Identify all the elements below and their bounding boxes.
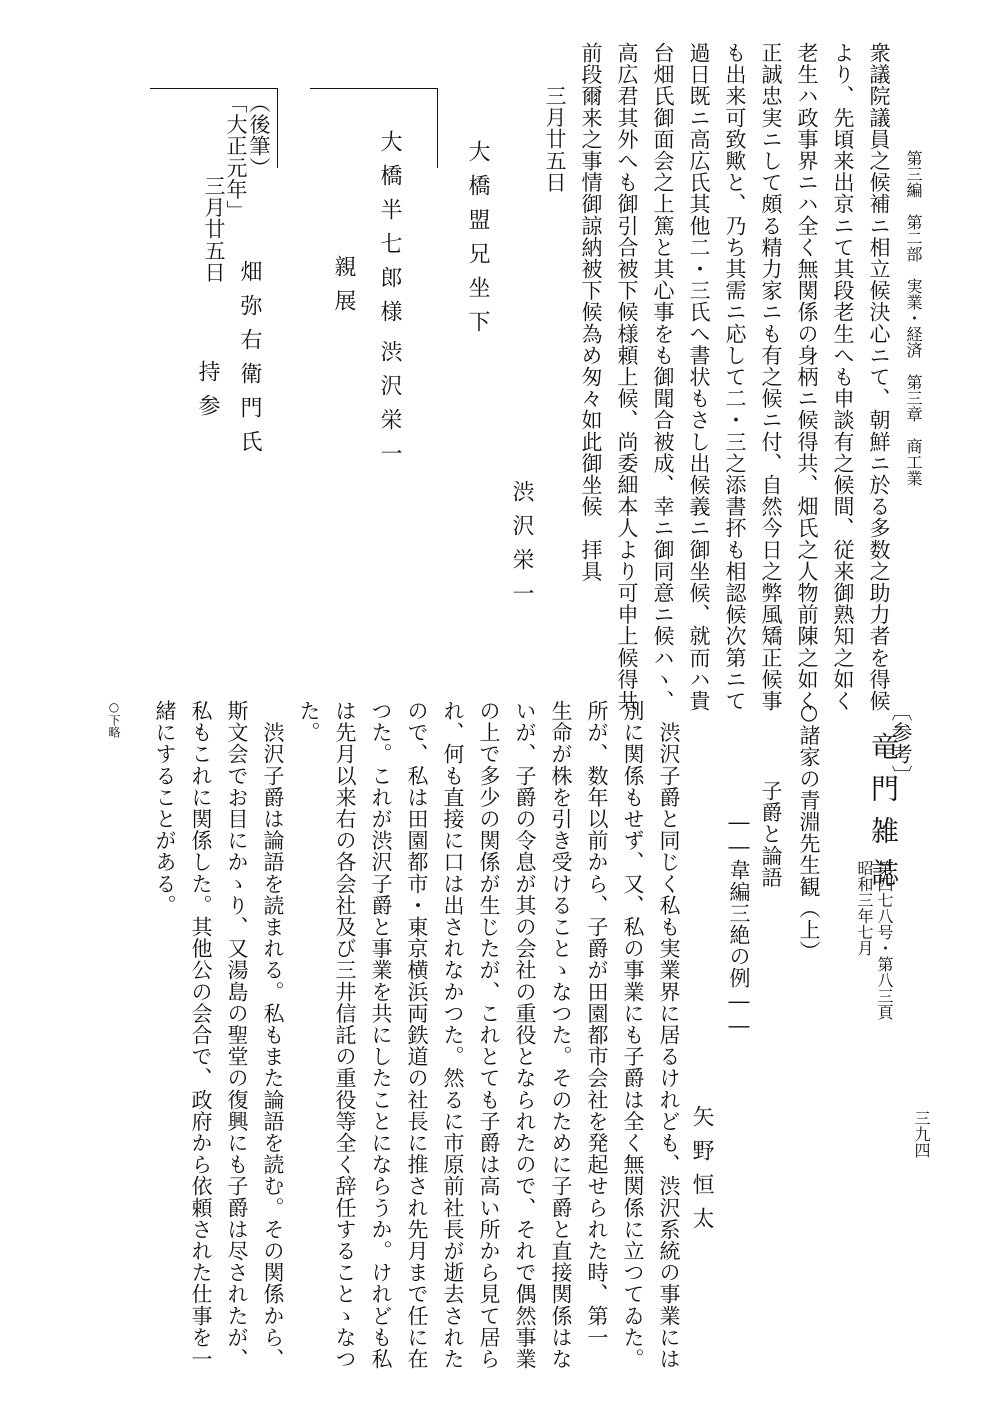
- letter-recipient: 大橋盟兄坐下: [465, 140, 490, 344]
- letter-sender: 渋沢栄一: [509, 480, 534, 616]
- postscript-note: 持参: [195, 360, 220, 428]
- body-line: 生命が株を引き受けることゝなつた。そのために子爵と直接関係はな: [549, 700, 573, 1370]
- reference-issue: 第四七八号・第八三頁: [875, 860, 894, 1020]
- page-number: 三九四: [912, 1110, 931, 1158]
- postscript-date: 三月廿五日: [202, 175, 226, 283]
- postscript-year: 「大正元年」: [224, 92, 248, 222]
- body-line: 所が、数年以前から、子爵が田園都市会社を発起せられた時、第一: [585, 700, 609, 1348]
- letter-line: 台畑氏御面会之上篤と其心事をも御聞合被成、幸ニ御同意ニ候ハヽ、: [651, 42, 675, 712]
- letter-line: 高広君其外へも御引合被下候様頼上候、尚委細本人より可申上候得共: [615, 42, 639, 712]
- envelope-rule-top: [310, 88, 438, 89]
- postscript-rule-top: [150, 88, 278, 89]
- reference-label: 〔参考〕: [889, 700, 913, 787]
- letter-line: 過日既ニ高広氏其他二・三氏へ書状もさし出候義ニ御坐候、就而ハ貴: [687, 42, 711, 712]
- reference-magazine: 竜門雑誌: [867, 732, 900, 900]
- letter-line: 前段爾来之事情御諒納被下候為め匆々如此御坐候 拝具: [579, 42, 603, 582]
- envelope-sender: 渋沢栄一: [377, 340, 402, 476]
- article-title: 子爵と論語: [759, 780, 783, 888]
- letter-line: も出来可致歟と、乃ち其需ニ応して二・三之添書抔も相認候次第ニて: [723, 42, 747, 712]
- body-line: 緒にすることがある。: [153, 700, 177, 916]
- letter-line: 衆議院議員之候補ニ相立候決心ニて、朝鮮ニ於る多数之助力者を得候: [867, 42, 891, 712]
- body-line: 斯文会でお目にかゝり、又湯島の聖堂の復興にも子爵は尽されたが、: [225, 700, 249, 1370]
- body-line: 別に関係もせず、又、私の事業にも子爵は全く無関係に立つてゐた。: [621, 700, 645, 1370]
- body-line: た。: [297, 700, 321, 744]
- article-subtitle: ――韋編三絶の例――: [727, 810, 751, 1038]
- article-author: 矢野恒太: [689, 1105, 714, 1241]
- section-title: ○諸家の青淵先生観（上）: [797, 700, 821, 963]
- letter-line: 老生ハ政事界ニハ全く無関係の身柄ニ候得共、畑氏之人物前陳之如く: [795, 42, 819, 712]
- body-line: いが、子爵の令息が其の会社の重役となられたので、それで偶然事業: [513, 700, 537, 1370]
- envelope-addressee: 大橋半七郎様: [377, 130, 402, 334]
- body-line: の上で多少の関係が生じたが、これとても子爵は高い所から見て居ら: [477, 700, 501, 1370]
- body-line: は先月以来右の各会社及び三井信託の重役等全く辞任することゝなつ: [333, 700, 357, 1370]
- letter-date: 三月廿五日: [543, 85, 567, 193]
- letter-line: より、先頃来出京ニて其段老生へも申談有之候間、従来御熟知之如く: [831, 42, 855, 712]
- body-line: 渋沢子爵は論語を読まれる。私もまた論語を読む。その関係から、: [261, 700, 285, 1370]
- body-line: 渋沢子爵と同じく私も実業界に居るけれども、渋沢系統の事業には: [657, 700, 681, 1370]
- body-line: つた。これが渋沢子爵と事業を共にしたことにならうか。けれども私: [369, 700, 393, 1370]
- body-line: 私もこれに関係した。其他公の会合で、政府から依頼された仕事を一: [189, 700, 213, 1370]
- postscript-rule-side: [277, 88, 278, 168]
- postscript-label: （後筆）: [247, 92, 271, 179]
- letter-line: 正誠忠実ニして頗る精力家ニも有之候ニ付、自然今日之弊風矯正候事: [759, 42, 783, 712]
- footnote: ○下略: [107, 700, 121, 738]
- body-line: れ、何も直接に口は出されなかつた。然るに市原前社長が逝去された: [441, 700, 465, 1370]
- envelope-rule-side: [437, 88, 438, 168]
- postscript-person: 畑弥右衛門氏: [237, 260, 262, 464]
- envelope-note: 親展: [331, 255, 356, 323]
- running-header: 第三編 第二部 実業・経済 第三章 商工業: [904, 150, 923, 486]
- body-line: ので、私は田園都市・東京横浜両鉄道の社長に推され先月まで任に在: [405, 700, 429, 1370]
- reference-date: 昭和三年七月: [855, 860, 874, 956]
